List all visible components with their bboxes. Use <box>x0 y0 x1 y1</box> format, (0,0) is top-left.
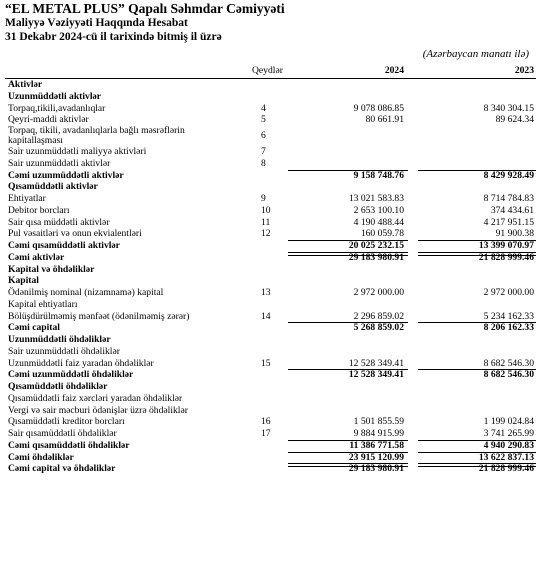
subtotal-rule <box>288 369 408 370</box>
row-label: Cəmi capital <box>8 322 60 334</box>
subtotal-rule <box>288 170 408 171</box>
row-label: Cəmi aktivlər <box>8 251 65 263</box>
table-row <box>5 405 536 417</box>
row-label: Pul vəsaitləri və onun ekvialentləri <box>8 228 142 240</box>
total-row <box>5 252 536 264</box>
row-label: Cəmi qısamüddətli öhdəliklər <box>8 439 130 451</box>
subtotal-rule <box>418 240 536 241</box>
value-2024: 80 661.91 <box>365 114 404 126</box>
subtotal-rule <box>288 240 408 241</box>
note-ref: 10 <box>261 204 271 216</box>
subtotal-rule <box>288 463 408 467</box>
note-ref: 4 <box>261 102 266 114</box>
row-label: Cəmi uzunmüddətli öhdəliklər <box>8 369 134 381</box>
row-label: Uzunmüddətli faiz yaradan öhdəliklər <box>8 357 154 369</box>
row-label: Sair uzunmüddətli maliyyə aktivləri <box>8 146 147 157</box>
row-label: Qeyri-maddi aktivlər <box>8 114 89 126</box>
row-label: Kapital və öhdəliklər <box>8 263 95 275</box>
total-row <box>5 322 536 334</box>
company-name: “EL METAL PLUS” Qapalı Səhmdar Cəmiyyəti <box>5 1 285 16</box>
value-2023: 374 434.61 <box>490 204 534 216</box>
value-2023: 8 206 162.33 <box>483 322 534 334</box>
value-2024: 13 021 583.83 <box>348 193 404 204</box>
value-2024: 160 059.78 <box>360 228 404 240</box>
value-2023: 4 217 951.15 <box>483 216 534 228</box>
subtotal-rule <box>288 440 408 441</box>
value-2024: 2 296 859.02 <box>353 310 404 322</box>
section-heading-row <box>5 79 536 91</box>
total-row <box>5 440 536 452</box>
subtotal-rule <box>288 452 408 453</box>
row-label: Ehtiyatlar <box>8 193 46 204</box>
value-2023: 1 199 024.84 <box>483 416 534 428</box>
total-row <box>5 452 536 464</box>
subtotal-rule <box>418 322 536 323</box>
table-row <box>5 205 536 217</box>
note-ref: 8 <box>261 157 266 169</box>
row-label: Bölüşdürülməmiş mənfəət (ödənilməmiş zərər) <box>8 310 190 322</box>
table-row <box>5 393 536 405</box>
value-2023: 8 340 304.15 <box>483 102 534 114</box>
subtotal-rule <box>418 440 536 441</box>
row-label: Kapital <box>8 275 39 287</box>
value-2024: 20 025 232.15 <box>348 240 404 251</box>
total-row <box>5 369 536 381</box>
subtotal-rule <box>418 170 536 171</box>
row-label: Vergi və sair məcburi ödənişlər üzrə öhdəliklər <box>8 404 188 416</box>
row-label: Sair qısa müddətli aktivlər <box>8 216 110 228</box>
value-2023: 5 234 162.33 <box>483 310 534 322</box>
value-2023: 8 429 928.49 <box>483 169 534 181</box>
value-2024: 11 386 771.58 <box>349 439 404 451</box>
value-2023: 13 622 837.13 <box>478 451 534 463</box>
table-row <box>5 299 536 311</box>
row-label: Qısamüddətli kreditor borcları <box>8 416 125 428</box>
table-row <box>5 126 536 146</box>
table-row <box>5 428 536 440</box>
row-label: Cəmi uzunmüddətli aktivlər <box>8 169 124 181</box>
value-2023: 91 900.38 <box>495 228 534 240</box>
note-ref: 15 <box>261 357 271 369</box>
value-2024: 29 183 980.91 <box>348 251 404 263</box>
table-row <box>5 217 536 229</box>
row-label: Torpaq,tikili,avadanlıqlar <box>8 102 106 114</box>
row-label: Uzunmüddətli öhdəliklər <box>8 334 111 345</box>
note-ref: 6 <box>261 130 266 141</box>
value-2024: 1 501 855.59 <box>353 416 404 428</box>
value-2024: 29 183 980.91 <box>348 463 404 475</box>
row-label: Qısamüddətli öhdəliklər <box>8 381 108 392</box>
value-2024: 2 653 100.10 <box>353 204 404 216</box>
value-2023: 3 741 265.99 <box>483 428 534 439</box>
note-ref: 14 <box>261 310 271 322</box>
note-ref: 11 <box>261 216 271 228</box>
section-heading-row <box>5 264 536 276</box>
value-2024: 4 190 488.44 <box>353 216 404 228</box>
year-2024-column-header: 2024 <box>384 65 404 76</box>
value-2024: 9 078 086.85 <box>353 102 404 114</box>
value-2023: 2 972 000.00 <box>483 287 534 298</box>
note-ref: 17 <box>261 428 271 439</box>
row-label: Cəmi qısamüddətli aktivlər <box>8 240 120 251</box>
subtotal-rule <box>418 452 536 453</box>
value-2024: 5 268 859.02 <box>353 322 404 334</box>
value-2023: 13 399 070.97 <box>478 240 534 251</box>
year-2023-column-header: 2023 <box>514 65 534 76</box>
row-label: Cəmi capital və öhdəliklər <box>8 463 116 475</box>
table-row <box>5 416 536 428</box>
value-2023: 8 714 784.83 <box>483 193 534 204</box>
subtotal-rule <box>418 463 536 467</box>
value-2024: 9 884 915.99 <box>353 428 404 439</box>
notes-column-header: Qeydlər <box>252 65 283 76</box>
section-heading-row <box>5 181 536 193</box>
note-ref: 13 <box>261 287 271 298</box>
balance-sheet-table <box>5 63 536 475</box>
row-label: Qısamüddətli aktivlər <box>8 181 98 193</box>
value-2023: 4 940 290.83 <box>483 439 534 451</box>
subtotal-rule <box>418 252 536 256</box>
table-row <box>5 146 536 158</box>
section-heading-row <box>5 381 536 393</box>
total-row <box>5 170 536 182</box>
value-2023: 21 828 999.46 <box>478 251 534 263</box>
note-ref: 7 <box>261 146 266 157</box>
row-label: Sair qısamüddətli öhdəliklər <box>8 428 117 439</box>
total-row <box>5 463 536 475</box>
value-2024: 12 528 349.41 <box>348 357 404 369</box>
subtotal-rule <box>288 252 408 256</box>
note-ref: 16 <box>261 416 271 428</box>
section-heading-row <box>5 275 536 287</box>
row-label: Sair uzunmüddətli aktivlər <box>8 157 111 169</box>
row-label: Torpaq, tikili, avadanlıqlarla bağlı məsrəflərin kapitallaşması <box>8 125 185 146</box>
row-label: Cəmi öhdəliklər <box>8 451 74 463</box>
value-2023: 89 624.34 <box>495 114 534 126</box>
row-label: Debitor borcları <box>8 204 70 216</box>
table-row <box>5 311 536 323</box>
row-label: Sair uzunmüddətli öhdəliklər <box>8 345 120 357</box>
table-row <box>5 287 536 299</box>
table-row <box>5 358 536 370</box>
table-row <box>5 346 536 358</box>
row-label: Uzunmüddətli aktivlər <box>8 90 102 102</box>
statement-title: Maliyyə Vəziyyəti Haqqında Hesabat <box>5 17 188 29</box>
table-row <box>5 103 536 115</box>
subtotal-rule <box>288 322 408 323</box>
table-row <box>5 158 536 170</box>
note-ref: 5 <box>261 114 266 126</box>
table-body <box>5 79 536 475</box>
value-2023: 8 682 546.30 <box>483 369 534 381</box>
subtotal-rule <box>418 369 536 370</box>
section-heading-row <box>5 334 536 346</box>
table-row <box>5 193 536 205</box>
value-2024: 23 915 120.99 <box>348 451 404 463</box>
value-2023: 21 828 999.46 <box>478 463 534 475</box>
row-label: Qısamüddətli faiz xərcləri yaradan öhdəliklər <box>8 392 183 404</box>
value-2024: 2 972 000.00 <box>353 287 404 298</box>
total-row <box>5 240 536 252</box>
value-2024: 9 158 748.76 <box>353 169 404 181</box>
table-row <box>5 228 536 240</box>
note-ref: 9 <box>261 193 266 204</box>
column-header-row <box>5 63 536 79</box>
statement-period: 31 Dekabr 2024-cü il tarixində bitmiş il üzrə <box>5 31 222 43</box>
row-label: Aktivlər <box>8 79 43 90</box>
currency-note: (Azərbaycan manatı ilə) <box>422 48 529 60</box>
note-ref: 12 <box>261 228 271 240</box>
row-label: Ödənilmiş nominal (nizamnamə) kapital <box>8 287 164 298</box>
row-label: Kapital ehtiyatları <box>8 298 78 310</box>
section-heading-row <box>5 91 536 103</box>
value-2024: 12 528 349.41 <box>348 369 404 381</box>
value-2023: 8 682 546.30 <box>483 357 534 369</box>
